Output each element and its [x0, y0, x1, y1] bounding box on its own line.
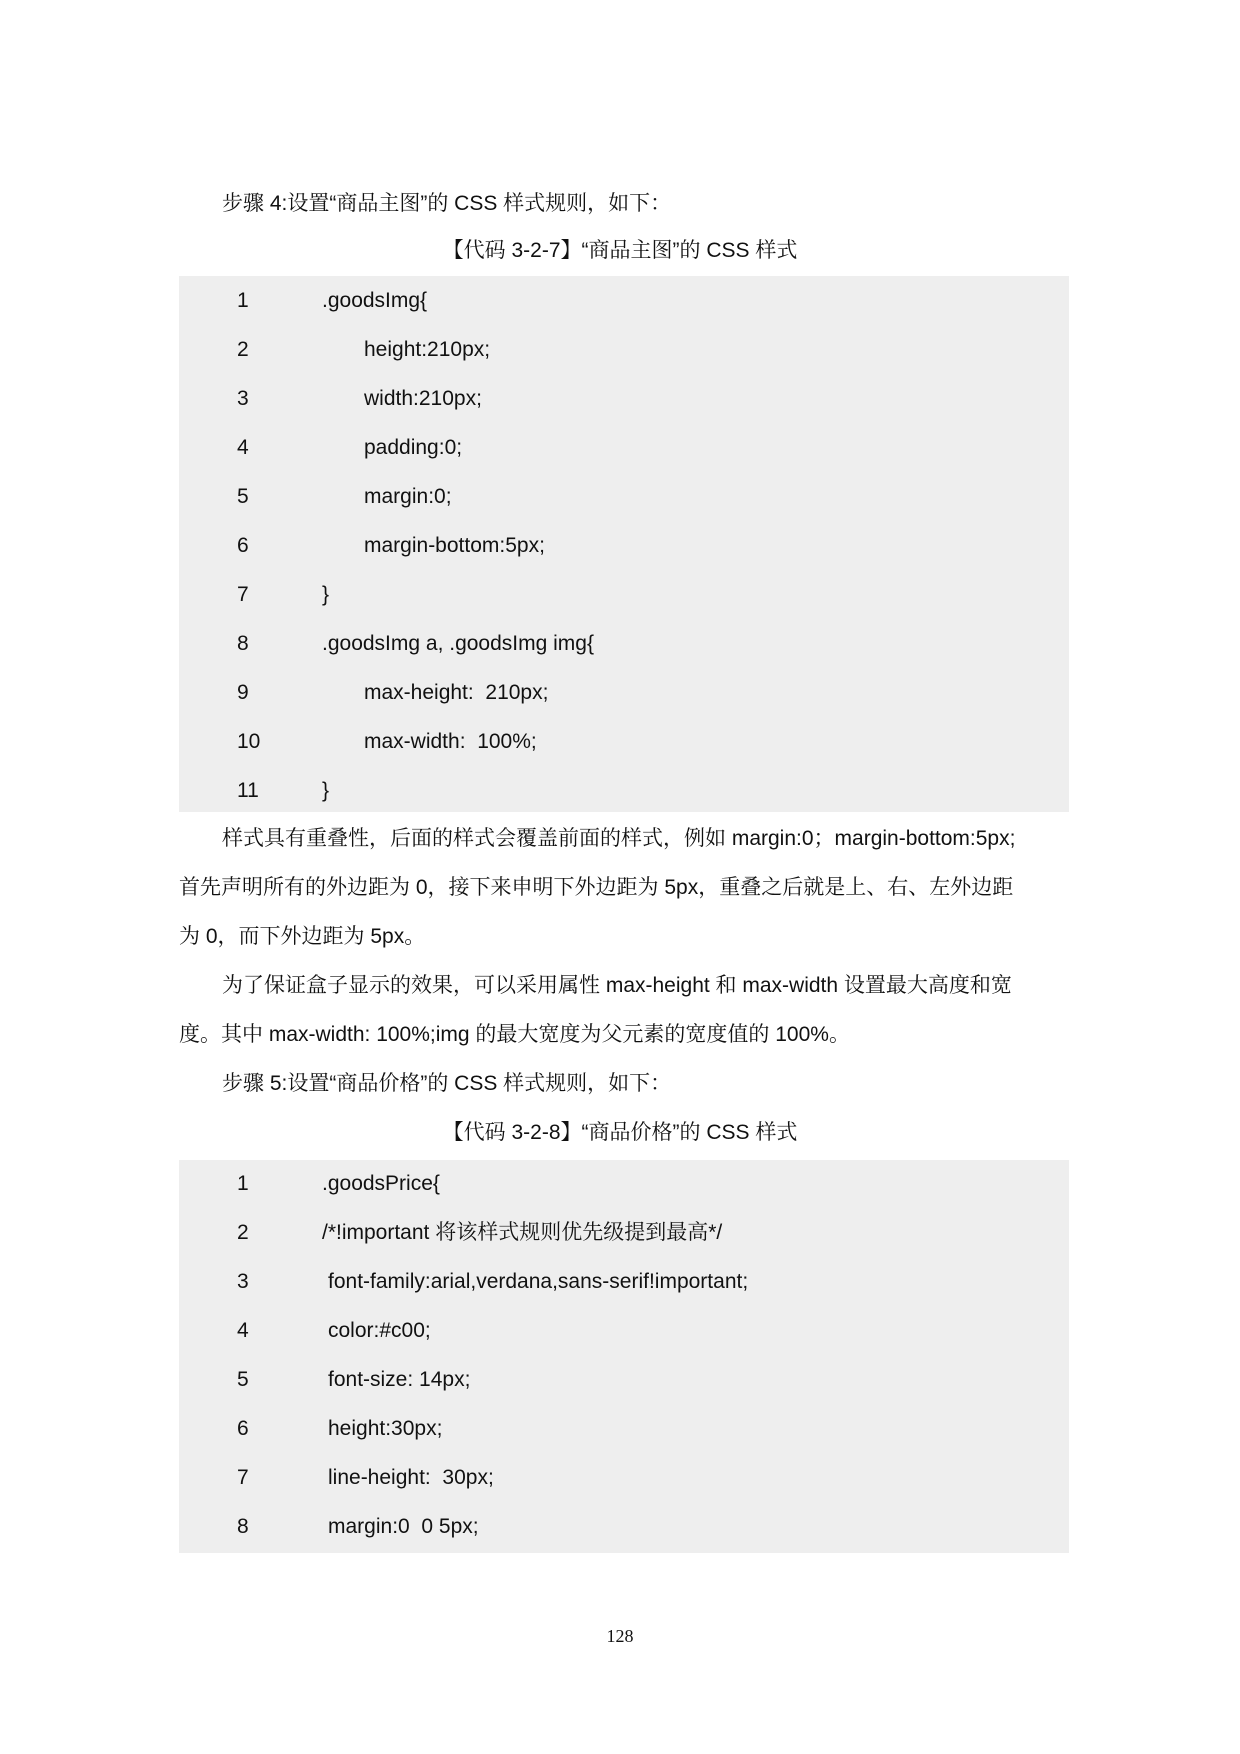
line-number: 3 — [237, 387, 249, 410]
code-block-3-2-7 — [179, 276, 1069, 812]
code-text: width:210px; — [364, 387, 482, 410]
code-text: } — [322, 779, 330, 802]
code-text: max-width: 100%; — [364, 730, 537, 753]
code-text: height:30px; — [328, 1417, 443, 1440]
code-text: font-family:arial,verdana,sans-serif!important; — [328, 1270, 749, 1293]
line-number: 10 — [237, 730, 261, 753]
line-number: 5 — [237, 485, 249, 508]
code-caption-3-2-8: 【代码 3-2-8】“商品价格”的 CSS 样式 — [442, 1121, 798, 1144]
code-text: max-height: 210px; — [364, 681, 549, 704]
code-text: .goodsImg a, .goodsImg img{ — [322, 632, 594, 655]
line-number: 7 — [237, 1466, 249, 1489]
step-5-heading: 步骤 5:设置“商品价格”的 CSS 样式规则，如下： — [222, 1072, 672, 1095]
code-text: line-height: 30px; — [328, 1466, 494, 1489]
line-number: 1 — [237, 289, 249, 312]
code-text: margin:0 0 5px; — [328, 1515, 479, 1538]
paragraph-line: 度。其中 max-width: 100%;img 的最大宽度为父元素的宽度值的 100%。 — [179, 1023, 850, 1046]
line-number: 6 — [237, 1417, 249, 1440]
page-number: 128 — [606, 1626, 634, 1646]
line-number: 7 — [237, 583, 249, 606]
code-text: margin-bottom:5px; — [364, 534, 545, 557]
code-text: .goodsImg{ — [322, 289, 428, 312]
code-caption-3-2-7: 【代码 3-2-7】“商品主图”的 CSS 样式 — [442, 239, 798, 262]
code-text: font-size: 14px; — [328, 1368, 471, 1391]
line-number: 8 — [237, 1515, 249, 1538]
line-number: 6 — [237, 534, 249, 557]
code-text: height:210px; — [364, 338, 491, 361]
code-text: .goodsPrice{ — [322, 1172, 440, 1195]
code-text: color:#c00; — [328, 1319, 431, 1342]
code-text: margin:0; — [364, 485, 452, 508]
code-text: } — [322, 583, 330, 606]
line-number: 4 — [237, 1319, 249, 1342]
line-number: 8 — [237, 632, 249, 655]
paragraph-line: 样式具有重叠性，后面的样式会覆盖前面的样式，例如 margin:0；margin-bottom:5px; — [222, 827, 1016, 850]
paragraph-line: 为了保证盒子显示的效果，可以采用属性 max-height 和 max-width 设置最大高度和宽 — [222, 974, 1012, 997]
line-number: 2 — [237, 338, 249, 361]
line-number: 5 — [237, 1368, 249, 1391]
paragraph-line: 为 0，而下外边距为 5px。 — [179, 925, 426, 948]
code-text: padding:0; — [364, 436, 463, 459]
code-text: /*!important 将该样式规则优先级提到最高*/ — [322, 1221, 723, 1244]
line-number: 4 — [237, 436, 249, 459]
line-number: 9 — [237, 681, 249, 704]
line-number: 11 — [237, 779, 259, 802]
line-number: 2 — [237, 1221, 249, 1244]
paragraph-line: 首先声明所有的外边距为 0，接下来申明下外边距为 5px，重叠之后就是上、右、左外边距 — [179, 876, 1014, 899]
line-number: 1 — [237, 1172, 249, 1195]
step-4-heading: 步骤 4:设置“商品主图”的 CSS 样式规则，如下： — [222, 192, 672, 215]
code-block-3-2-8 — [179, 1160, 1069, 1553]
line-number: 3 — [237, 1270, 249, 1293]
